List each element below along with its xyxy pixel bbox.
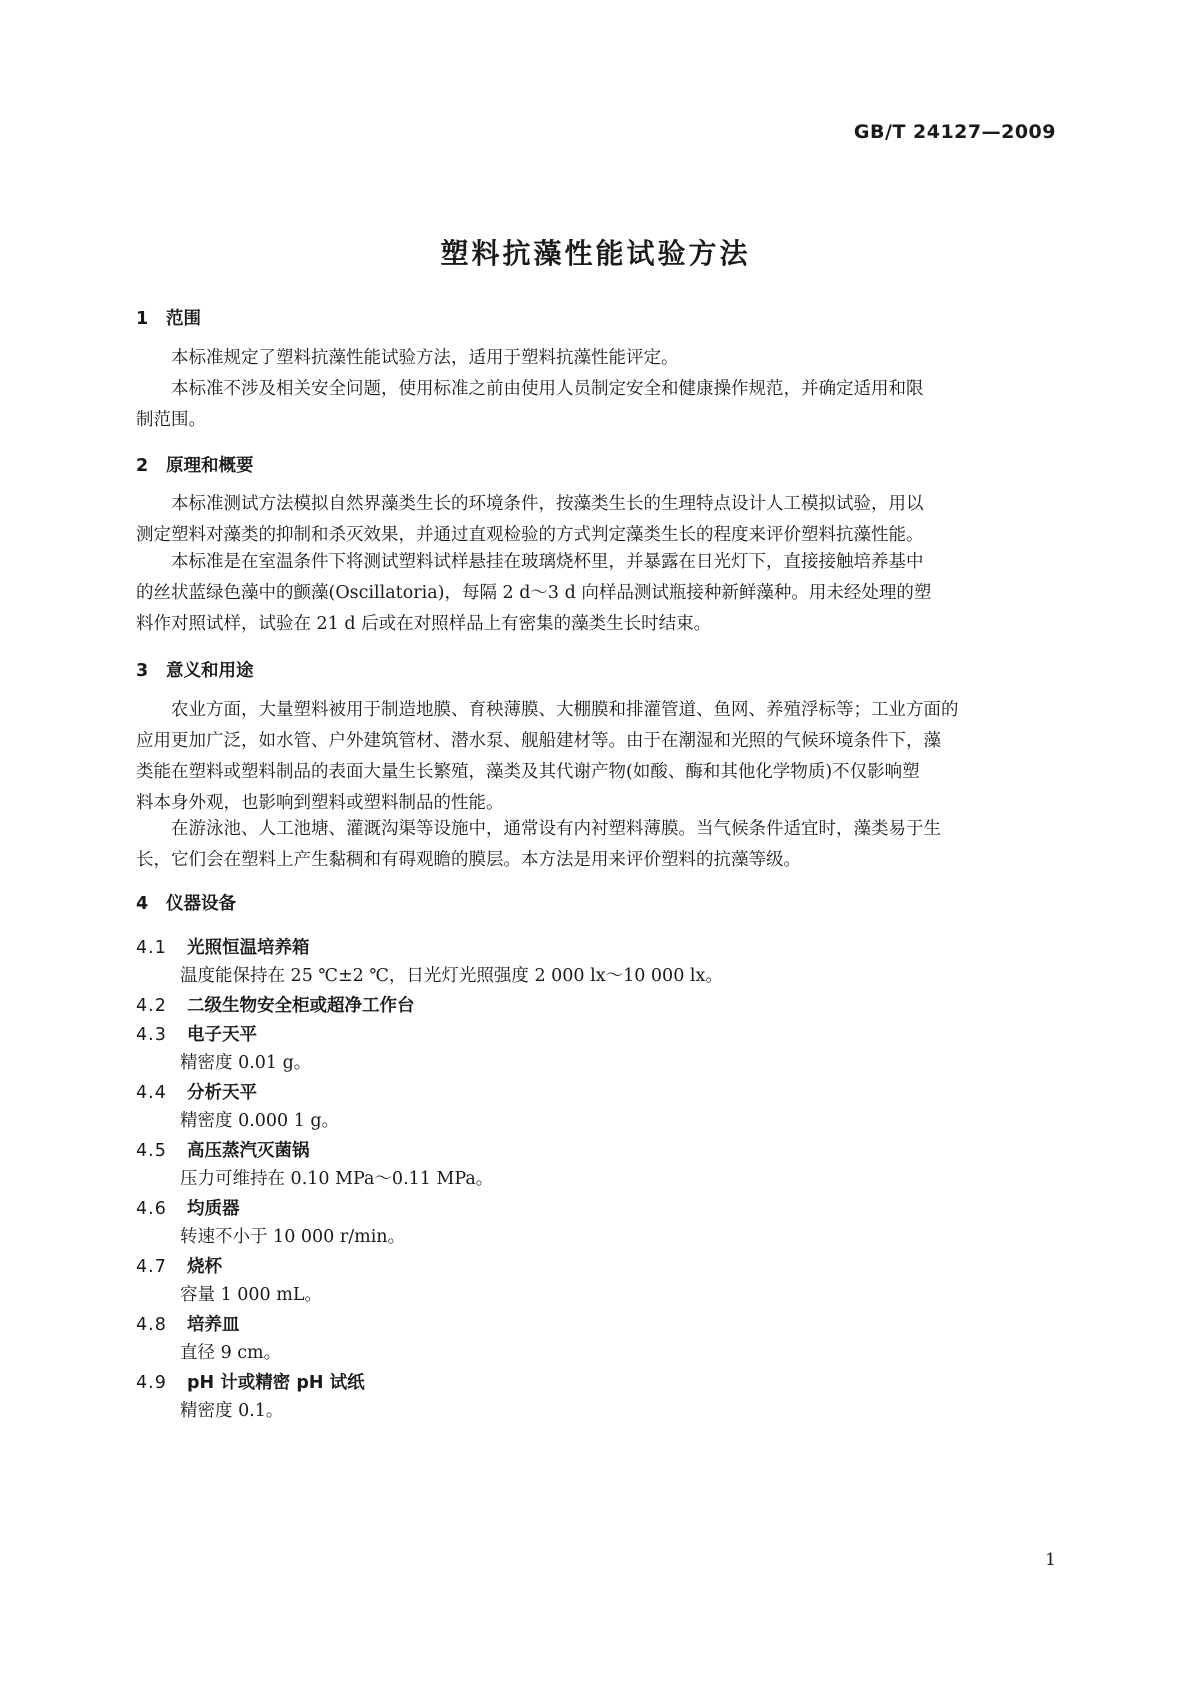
document-title: 塑料抗藻性能试验方法: [440, 237, 751, 270]
subsection-4-5: [136, 1137, 310, 1162]
subsection-number: 4.7: [136, 1257, 167, 1277]
paragraph: [136, 343, 1060, 374]
paragraph: [136, 695, 1060, 819]
subsection-number: 4.4: [136, 1083, 167, 1103]
subsection-title: 光照恒温培养箱: [187, 938, 310, 958]
subsection-title: 二级生物安全柜或超净工作台: [187, 996, 415, 1016]
section-title: 原理和概要: [166, 456, 254, 476]
subsection-description: 温度能保持在 25 ℃±2 ℃，日光灯光照强度 2 000 lx～10 000 lx。: [180, 966, 723, 986]
subsection-number: 4.9: [136, 1373, 167, 1393]
text-line: 农业方面，大量塑料被用于制造地膜、育秧薄膜、大棚膜和排灌管道、鱼网、养殖浮标等；工业方面的: [171, 700, 959, 720]
subsection-description: 精密度 0.000 1 g。: [180, 1111, 340, 1131]
subsection-title: 均质器: [187, 1199, 240, 1219]
subsection-number: 4.6: [136, 1199, 167, 1219]
subsection-title: 烧杯: [187, 1257, 222, 1277]
text-line: 本标准是在室温条件下将测试塑料试样悬挂在玻璃烧杯里，并暴露在日光灯下，直接接触培养基中: [171, 552, 924, 572]
text-line: 料本身外观，也影响到塑料或塑料制品的性能。: [136, 793, 504, 813]
subsection-4-9: [136, 1369, 365, 1394]
text-line: 测定塑料对藻类的抑制和杀灭效果，并通过直观检验的方式判定藻类生长的程度来评价塑料抗藻性能。: [136, 525, 924, 545]
section-number: 2: [136, 456, 149, 476]
section-title: 范围: [166, 309, 201, 329]
subsection-description: 转速不小于 10 000 r/min。: [180, 1227, 406, 1247]
subsection-number: 4.2: [136, 996, 167, 1016]
subsection-number: 4.5: [136, 1141, 167, 1161]
section-4-heading: [136, 890, 236, 915]
subsection-number: 4.8: [136, 1315, 167, 1335]
text-line: 本标准测试方法模拟自然界藻类生长的环境条件，按藻类生长的生理特点设计人工模拟试验，用以: [171, 494, 924, 514]
standard-number: GB/T 24127—2009: [853, 121, 1056, 143]
subsection-4-3: [136, 1021, 257, 1046]
subsection-title: 分析天平: [187, 1083, 257, 1103]
subsection-4-1: [136, 934, 310, 959]
page-number: 1: [1045, 1550, 1056, 1570]
section-title: 仪器设备: [166, 894, 236, 914]
text-line: 的丝状蓝绿色藻中的颤藻(Oscillatoria)，每隔 2 d～3 d 向样品测试瓶接种新鲜藻种。用未经处理的塑: [136, 583, 932, 603]
subsection-4-4: [136, 1079, 257, 1104]
subsection-title: 高压蒸汽灭菌锅: [187, 1141, 310, 1161]
text-line: 长，它们会在塑料上产生黏稠和有碍观瞻的膜层。本方法是用来评价塑料的抗藻等级。: [136, 850, 801, 870]
subsection-4-8: [136, 1311, 240, 1336]
subsection-description: 精密度 0.01 g。: [180, 1053, 312, 1073]
section-number: 4: [136, 894, 149, 914]
section-number: 1: [136, 309, 149, 329]
subsection-title: 培养皿: [187, 1315, 240, 1335]
subsection-4-6: [136, 1195, 240, 1220]
paragraph: [136, 814, 1060, 876]
subsection-description: 压力可维持在 0.10 MPa～0.11 MPa。: [180, 1169, 494, 1189]
subsection-description: 直径 9 cm。: [180, 1343, 282, 1363]
text-line: 料作对照试样，试验在 21 d 后或在对照样品上有密集的藻类生长时结束。: [136, 614, 712, 634]
text-line: 在游泳池、人工池塘、灌溉沟渠等设施中，通常设有内衬塑料薄膜。当气候条件适宜时，藻类易于生: [171, 819, 941, 839]
paragraph: [136, 374, 1060, 436]
paragraph: [136, 489, 1060, 551]
section-1-heading: [136, 305, 201, 330]
text-line: 本标准规定了塑料抗藻性能试验方法，适用于塑料抗藻性能评定。: [171, 348, 679, 368]
subsection-title: pH 计或精密 pH 试纸: [187, 1373, 365, 1393]
subsection-number: 4.1: [136, 938, 167, 958]
text-line: 类能在塑料或塑料制品的表面大量生长繁殖，藻类及其代谢产物(如酸、酶和其他化学物质)不仅影响塑: [136, 762, 920, 782]
text-line: 应用更加广泛，如水管、户外建筑管材、潜水泵、舰船建材等。由于在潮湿和光照的气候环境条件下，藻: [136, 731, 941, 751]
subsection-title: 电子天平: [187, 1025, 257, 1045]
section-title: 意义和用途: [166, 661, 254, 681]
subsection-description: 精密度 0.1。: [180, 1401, 284, 1421]
subsection-4-7: [136, 1253, 222, 1278]
section-3-heading: [136, 657, 254, 682]
subsection-description: 容量 1 000 mL。: [180, 1285, 322, 1305]
subsection-4-2: [136, 992, 415, 1017]
paragraph: [136, 547, 1060, 640]
section-number: 3: [136, 661, 149, 681]
text-line: 制范围。: [136, 410, 206, 430]
subsection-number: 4.3: [136, 1025, 167, 1045]
text-line: 本标准不涉及相关安全问题，使用标准之前由使用人员制定安全和健康操作规范，并确定适用和限: [171, 379, 924, 399]
section-2-heading: [136, 452, 254, 477]
